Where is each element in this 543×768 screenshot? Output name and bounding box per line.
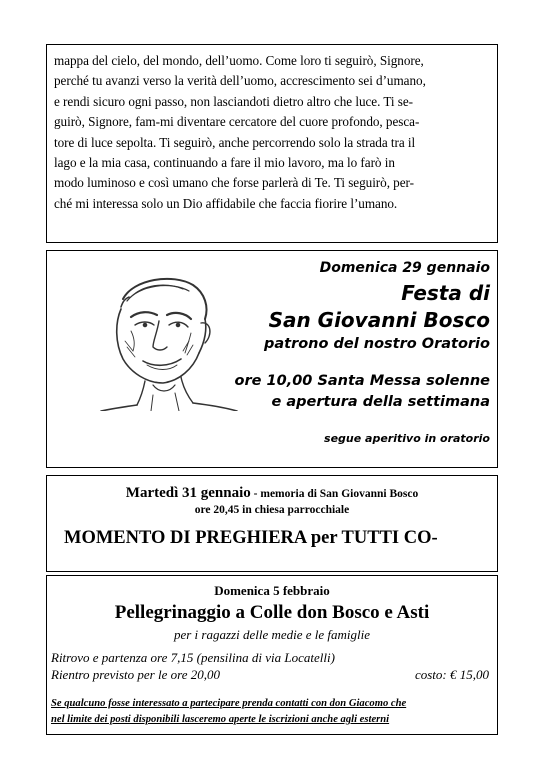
pellegrinaggio-note	[51, 696, 493, 728]
pellegrinaggio-title: Pellegrinaggio a Colle don Bosco e Asti	[114, 602, 430, 623]
festa-title: Festa di	[401, 281, 490, 305]
pellegrinaggio-rientro-row	[51, 667, 489, 683]
prayer-text-line-1: mappa del cielo, del mondo, dell’uomo. Come loro ti seguirò, Signore,	[54, 53, 424, 68]
preghiera-box	[46, 475, 498, 572]
pellegrinaggio-note-line-1: Se qualcuno fosse interessato a partecipare prenda contatti con don Giacomo che	[51, 698, 407, 709]
pellegrinaggio-cost: costo: € 15,00	[414, 667, 489, 682]
prayer-text-line-7: modo luminoso e così umano che forse parlerà di Te. Ti seguirò, per-	[54, 175, 414, 191]
festa-box	[46, 250, 498, 468]
pellegrinaggio-note-line-2: nel limite dei posti disponibili lasceremo aperte le iscrizioni anche agli esterni	[51, 714, 390, 725]
don-bosco-portrait	[53, 261, 243, 411]
prayer-text-line-4: guirò, Signore, fam-mi diventare cercatore del cuore profondo, pesca-	[54, 114, 420, 130]
pellegrinaggio-box	[46, 575, 498, 735]
prayer-text-line-2: perché tu avanzi verso la verità dell’uomo, accrescimento sei d’umano,	[54, 73, 426, 89]
festa-saint-name: San Giovanni Bosco	[268, 308, 490, 332]
festa-mass-time: ore 10,00 Santa Messa solenne	[234, 373, 490, 389]
preghiera-day: Martedì 31 gennaio	[125, 485, 251, 501]
festa-date: Domenica 29 gennaio	[319, 260, 490, 276]
festa-aperitivo-note: segue aperitivo in oratorio	[324, 432, 490, 445]
preghiera-heading	[47, 485, 497, 502]
prayer-text-line-3: e rendi sicuro ogni passo, non lasciandoti dietro altro che luce. Ti se-	[54, 93, 413, 109]
prayer-text-line-5: tore di luce sepolta. Ti seguirò, anche percorrendo solo la strada tra il	[54, 134, 416, 150]
pellegrinaggio-rientro: Rientro previsto per le ore 20,00	[51, 667, 220, 682]
preghiera-memoria: - memoria di San Giovanni Bosco	[250, 488, 419, 500]
prayer-text-line-6: lago e la mia casa, continuando a fare il mio lavoro, ma lo farò in	[54, 155, 395, 171]
pellegrinaggio-ritrovo: Ritrovo e partenza ore 7,15 (pensilina di via Locatelli)	[51, 650, 335, 665]
pellegrinaggio-subtitle: per i ragazzi delle medie e le famiglie	[173, 627, 371, 642]
preghiera-title: MOMENTO DI PREGHIERA per TUTTI CO-	[64, 528, 438, 548]
prayer-text-line-8: ché mi interessa solo un Dio affidabile che faccia fiorire l’umano.	[54, 195, 398, 211]
pellegrinaggio-date: Domenica 5 febbraio	[214, 583, 330, 598]
preghiera-time: ore 20,45 in chiesa parrocchiale	[194, 504, 350, 516]
festa-mass-opening: e apertura della settimana	[271, 394, 490, 410]
prayer-text-box	[46, 44, 498, 243]
festa-patron: patrono del nostro Oratorio	[263, 336, 490, 352]
